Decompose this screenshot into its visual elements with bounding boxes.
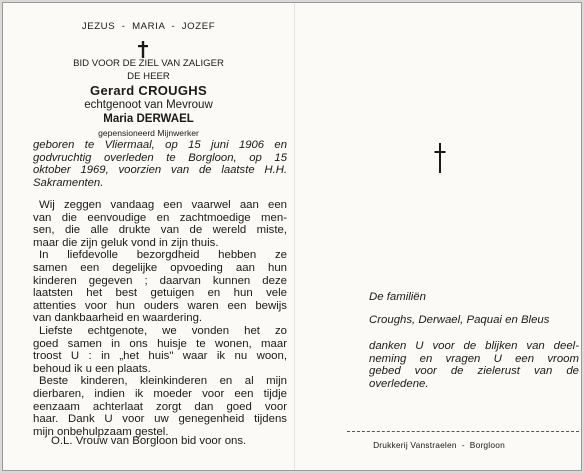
memorial-card — [2, 2, 582, 471]
invocation: JEZUS - MARIA - JOZEF — [81, 21, 216, 32]
families-label: De familiën — [369, 291, 426, 303]
bio-line: oktober 1969, voorzien van de laatste H.H. — [33, 164, 287, 177]
eulogy-line: van dankbaarheid en waardering. — [33, 312, 203, 325]
thanks-text — [369, 340, 579, 390]
eulogy-line: attenties voor hun ouders waren een bewijs — [33, 299, 287, 312]
thanks-line: overledene. — [369, 377, 429, 390]
eulogy-line: samen een degelijke opvoeding aan hun — [33, 261, 287, 274]
eulogy-line: goed samen in ons huisje te wonen, maar — [33, 337, 287, 350]
families-names: Croughs, Derwael, Paquai en Bleus — [369, 314, 550, 326]
bio-line: godvruchtig overleden te Borgloon, op 15 — [33, 151, 287, 164]
eulogy-line: maar die zijn geluk vond in zijn thuis. — [33, 236, 219, 249]
eulogy-line: laatsten het best getuigen en hun vele — [33, 287, 287, 300]
divider-line — [347, 431, 579, 432]
eulogy-line: behoud ik u een plaats. — [33, 362, 151, 375]
eulogy-line: haar. Dank U voor uw genegenheid tijdens — [33, 413, 287, 426]
eulogy-line: Wij zeggen vandaag een vaarwel aan een — [39, 199, 287, 211]
eulogy-line: dierbaren, indien ik moeder voor een tijdje — [33, 387, 287, 400]
occupation: gepensioneerd Mijnwerker — [98, 128, 199, 138]
eulogy-text — [33, 199, 287, 438]
thanks-line: gebed voor de zielerust van de — [369, 365, 579, 378]
small-cross-icon — [137, 41, 149, 58]
large-cross-icon — [434, 143, 446, 173]
closing-prayer: O.L. Vrouw van Borgloon bid voor ons. — [51, 435, 247, 447]
eulogy-line: Beste kinderen, kleinkinderen en al mijn — [39, 375, 287, 388]
eulogy-line: van die eenvoudige en zachtmoedige men- — [33, 211, 287, 224]
bio-line: geboren te Vliermaal, op 15 juni 1906 en — [33, 139, 287, 151]
thanks-line: neming en vragen U een vroom — [369, 352, 579, 365]
eulogy-line: In liefdevolle bezorgdheid hebben ze — [39, 249, 287, 262]
thanks-line: danken U voor de blijken van deel- — [369, 340, 579, 352]
eulogy-line: troost U : in „het huis" waar ik nu woon, — [33, 350, 287, 363]
prayer-heading: BID VOOR DE ZIEL VAN ZALIGER — [73, 58, 224, 69]
eulogy-line: eenzaam achterlaat zorgt dan goed voor — [33, 400, 287, 413]
bio-line: Sakramenten. — [33, 176, 104, 189]
biography — [33, 139, 287, 189]
eulogy-line: Liefste echtgenote, we vonden het zo — [39, 324, 287, 337]
spouse-intro: echtgenoot van Mevrouw — [84, 99, 213, 111]
printer-credit: Drukkerij Vanstraelen - Borgloon — [373, 440, 505, 450]
deceased-name: Gerard CROUGHS — [90, 83, 207, 98]
spouse-name: Maria DERWAEL — [103, 113, 194, 125]
left-panel — [3, 3, 294, 470]
honorific: DE HEER — [127, 71, 170, 82]
right-panel — [295, 3, 583, 470]
eulogy-line: sen, die alle drukte van de wereld miste, — [33, 224, 287, 237]
eulogy-line: mijn onbehulpzaam gestel. — [33, 425, 169, 438]
eulogy-line: kinderen gegeven ; daarvan kunnen deze — [33, 274, 287, 287]
